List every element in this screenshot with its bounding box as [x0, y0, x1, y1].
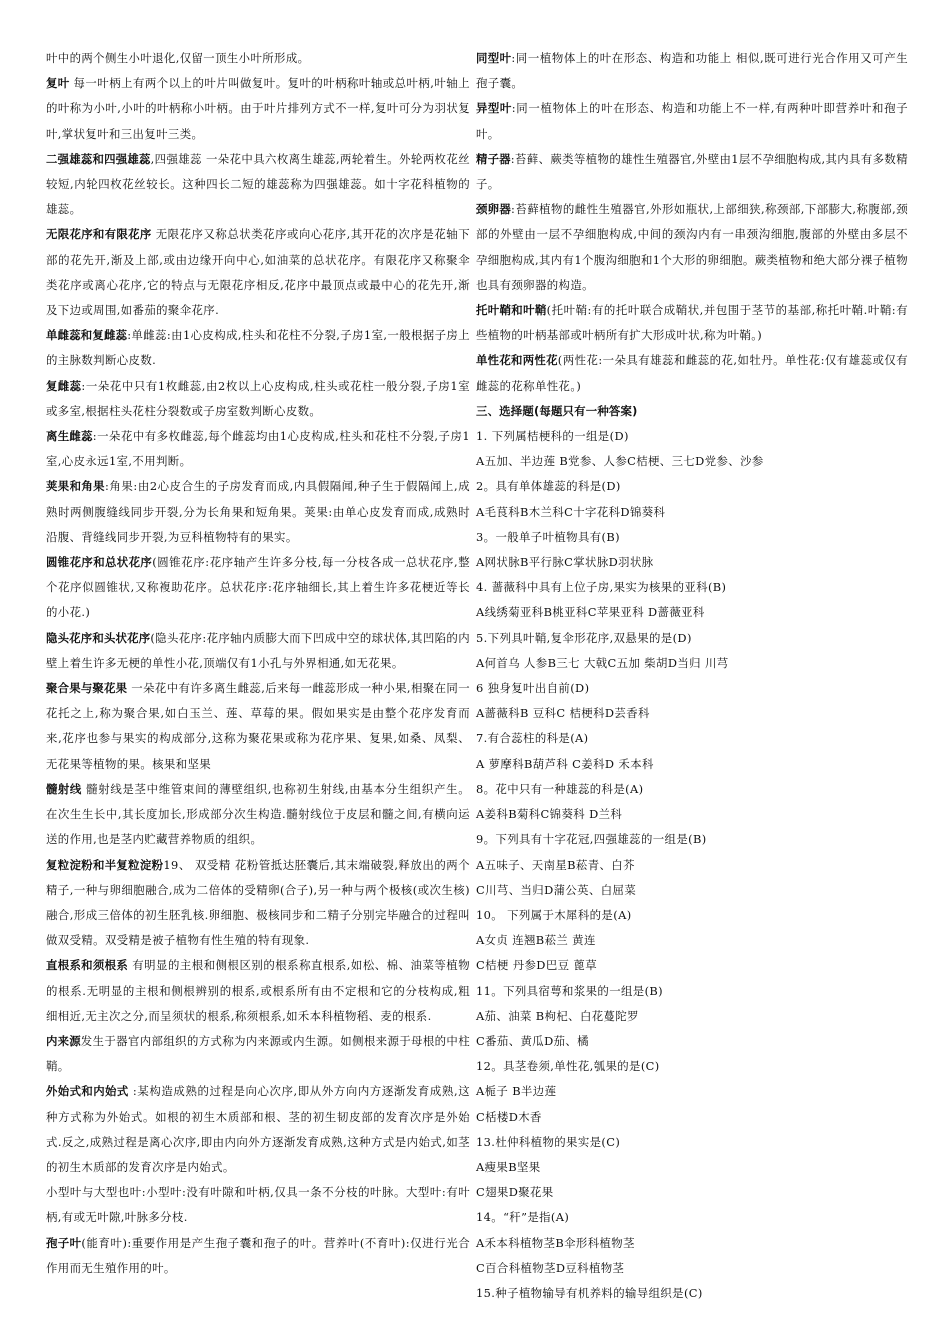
- paragraph-text: 有明显的主根和侧根区别的根系称直根系,如松、棉、油菜等植物的根系.无明显的主根和侧根辨别的根系,或根系所有由不定根和它的分枝构成,粗细相近,无主次之分,而呈须状的根系,称须根系,如禾本科植物稻、麦的根系.: [46, 958, 470, 1023]
- paragraph-text: (两性花:一朵具有雄蕊和雌蕊的花,如牡丹。单性花:仅有雄蕊或仅有雌蕊的花称单性花。): [476, 353, 908, 393]
- paragraph: [46, 374, 470, 424]
- paragraph: [476, 197, 908, 298]
- question: [476, 1054, 908, 1079]
- paragraph-text: 小型叶与大型也叶:小型叶:没有叶隙和叶柄,仅具一条不分枝的叶脉。大型叶:有叶柄,有或无叶隙,叶脉多分枝.: [46, 1185, 470, 1225]
- paragraph-text: :某构造成熟的过程是向心次序,即从外方向内方逐渐发育成熟,这种方式称为外始式。如根的初生木质部和根、茎的初生韧皮部的发育次序是外始式.反之,成熟过程是离心次序,即由内向外方逐渐发育成熟,这种方式是内始式,如茎的初生木质部的发育次序是内始式。: [46, 1084, 470, 1174]
- paragraph: [46, 46, 470, 71]
- paragraph-text: 叶中的两个侧生小叶退化,仅留一顶生小叶所形成。: [46, 51, 310, 65]
- question-text: 4. 蔷薇科中具有上位子房,果实为核果的亚科(B): [476, 580, 727, 595]
- answer-options: [476, 928, 908, 953]
- question-text: 10。 下列属于木犀科的是(A): [476, 907, 632, 922]
- term-heading: 聚合果与聚花果: [46, 681, 128, 696]
- paragraph: [46, 953, 470, 1029]
- question: [476, 1205, 908, 1230]
- options-text: C桔梗 丹参D巴豆 蓖草: [476, 958, 598, 973]
- options-text: A女贞 连翘B菘兰 黄连: [476, 933, 596, 948]
- paragraph: [46, 1231, 470, 1281]
- paragraph: [46, 147, 470, 223]
- options-text: C翅果D聚花果: [476, 1185, 554, 1200]
- term-heading: 直根系和须根系: [46, 958, 129, 973]
- paragraph-text: (托叶鞘:有的托叶联合成鞘状,并包围于茎节的基部,称托叶鞘.叶鞘:有些植物的叶柄基部或叶柄所有扩大形成叶状,称为叶鞘。): [476, 303, 908, 343]
- term-heading: 离生雌蕊: [46, 429, 93, 444]
- answer-options: [476, 1079, 908, 1104]
- paragraph: [46, 474, 470, 550]
- answer-options: [476, 1029, 908, 1054]
- paragraph-text: :单雌蕊:由1心皮构成,柱头和花柱不分裂,子房1室,一般根据子房上的主脉数判断心皮数.: [46, 328, 471, 368]
- answer-options: [476, 651, 908, 676]
- question: [476, 827, 908, 852]
- paragraph: [476, 147, 908, 197]
- paragraph: [46, 550, 470, 626]
- paragraph-text: 每一叶柄上有两个以上的叶片叫做复叶。复叶的叶柄称叶轴或总叶柄,叶轴上的叶称为小叶,小叶的叶柄称小叶柄。由于叶片排列方式不一样,复叶可分为羽状复叶,掌状复叶和三出复叶三类。: [46, 76, 470, 141]
- paragraph: [46, 1180, 470, 1230]
- term-heading: 复雌蕊: [46, 378, 82, 393]
- paragraph: [46, 323, 470, 373]
- paragraph-text: :苔藓植物的雌性生殖器官,外形如瓶状,上部细狭,称颈部,下部膨大,称腹部,颈部的外壁由一层不孕细胞构成,中间的颈沟内有一串颈沟细胞,腹部的外壁由多层不孕细胞构成,其内有1个腹沟细胞和1个大形的卵细胞。蕨类植物和绝大部分裸子植物也具有颈卵器的构造。: [476, 202, 908, 292]
- term-heading: 同型叶: [476, 51, 512, 65]
- right-column: [476, 46, 908, 1306]
- paragraph-text: :一朵花中有多枚雌蕊,每个雌蕊均由1心皮构成,柱头和花柱不分裂,子房1室,心皮永远1室,不用判断。: [46, 429, 470, 469]
- answer-options: [476, 752, 908, 777]
- question-text: 11。下列具宿萼和浆果的一组是(B): [476, 983, 664, 998]
- answer-options: [476, 1231, 908, 1256]
- question: [476, 726, 908, 751]
- paragraph-text: :一朵花中只有1枚雌蕊,由2枚以上心皮构成,柱头或花柱一般分裂,子房1室或多室,根据柱头花柱分裂数或子房室数判断心皮数。: [46, 378, 471, 418]
- question: [476, 1130, 908, 1155]
- answer-options: [476, 1004, 908, 1029]
- paragraph-text: 一朵花中有许多离生雌蕊,后来每一雌蕊形成一种小果,相聚在同一花托之上,称为聚合果,如白玉兰、莲、草莓的果。假如果实是由整个花序发育而来,花序也参与果实的构成部分,这称为聚花果或称为花序果、复果,如桑、凤梨、无花果等植物的果。核果和坚果: [46, 681, 470, 771]
- section-heading: [476, 399, 908, 424]
- paragraph-text: 无限花序又称总状类花序或向心花序,其开花的次序是花轴下部的花先开,渐及上部,或由边缘开向中心,如油菜的总状花序。有限花序又称聚伞类花序或离心花序,它的特点与无限花序相反,花序中最顶点或最中心的花先开,渐及下边或周围,如番茄的聚伞花序.: [46, 227, 470, 318]
- term-heading: 精子器: [476, 151, 511, 166]
- question-text: 7.有合蕊柱的科是(A): [476, 731, 589, 746]
- answer-options: [476, 500, 908, 525]
- paragraph: [46, 626, 470, 676]
- question-text: 13.杜仲科植物的果实是(C): [476, 1134, 621, 1149]
- term-heading: 外始式和内始式: [46, 1084, 129, 1099]
- options-text: A五加、半边莲 B党参、人参C桔梗、三七D党参、沙参: [476, 454, 764, 469]
- term-heading: 复粒淀粉和半复粒淀粉: [46, 857, 164, 872]
- answer-options: [476, 878, 908, 903]
- term-heading: 二强雄蕊和四强雄蕊: [46, 151, 151, 166]
- term-heading: 颈卵器: [476, 202, 512, 217]
- paragraph: [46, 222, 470, 323]
- paragraph-text: (隐头花序:花序轴内质膨大而下凹成中空的球状体,其凹陷的内壁上着生许多无梗的单性小花,顶端仅有1小孔与外界相通,如无花果。: [46, 630, 470, 670]
- question: [476, 575, 908, 600]
- paragraph-text: (圆锥花序:花序轴产生许多分枝,每一分枝各成一总状花序,整个花序似圆锥状,又称複助花序。总状花序:花序轴细长,其上着生许多花梗近等长的小花.): [46, 555, 470, 620]
- paragraph-text: :同一植物体上的叶在形态、构造和功能上不一样,有两种叶即营养叶和孢子叶。: [476, 101, 908, 141]
- question: [476, 1281, 908, 1306]
- options-text: A蔷薇科B 豆科C 桔梗科D芸香科: [476, 706, 650, 721]
- term-heading: 无限花序和有限花序: [46, 227, 152, 242]
- answer-options: [476, 1180, 908, 1205]
- question-text: 5.下列具叶鞘,复伞形花序,双悬果的是(D): [476, 630, 692, 645]
- paragraph: [46, 1029, 470, 1079]
- term-heading: 髓射线: [46, 781, 82, 796]
- term-heading: 圆锥花序和总状花序: [46, 555, 153, 570]
- options-text: C番茄、黄瓜D茄、橘: [476, 1033, 589, 1048]
- question: [476, 626, 908, 651]
- term-heading: 托叶鞘和叶鞘: [476, 303, 547, 318]
- term-heading: 荚果和角果: [46, 479, 105, 494]
- question: [476, 424, 908, 449]
- options-text: A何首乌 人参B三七 大戟C五加 柴胡D当归 川芎: [476, 655, 729, 670]
- paragraph-text: 发生于器官内部组织的方式称为内来源或内生源。如侧根来源于母根的中柱鞘。: [46, 1033, 471, 1074]
- paragraph: [46, 424, 470, 474]
- paragraph: [46, 777, 470, 853]
- question: [476, 676, 908, 701]
- options-text: A栀子 B半边莲: [476, 1084, 557, 1099]
- section-heading-text: 三、选择题(每题只有一种答案): [476, 403, 638, 418]
- question-text: 9。下列具有十字花冠,四强雄蕊的一组是(B): [476, 832, 707, 847]
- left-column: [46, 46, 470, 1281]
- question-text: 3。一般单子叶植物具有(B): [476, 529, 621, 544]
- options-text: A茄、油菜 B枸杞、白花蔓陀罗: [476, 1008, 639, 1023]
- paragraph: [46, 1079, 470, 1180]
- paragraph-text: :苔藓、蕨类等植物的雄性生殖器官,外壁由1层不孕细胞构成,其内具有多数精子。: [476, 151, 909, 192]
- options-text: A毛茛科B木兰科C十字花科D锦葵科: [476, 504, 666, 519]
- question-text: 14。“秆”是指(A): [476, 1210, 570, 1225]
- term-heading: 单雌蕊和复雌蕊: [46, 328, 128, 343]
- options-text: A瘦果B坚果: [476, 1159, 541, 1174]
- paragraph: [476, 348, 908, 398]
- options-text: A网状脉B平行脉C掌状脉D羽状脉: [476, 555, 654, 570]
- answer-options: [476, 550, 908, 575]
- options-text: A线绣菊亚科B桃亚科C苹果亚科 D蔷薇亚科: [476, 605, 705, 620]
- question: [476, 903, 908, 928]
- term-heading: 内来源: [46, 1033, 81, 1048]
- question-text: 2。具有单体雄蕊的科是(D): [476, 479, 621, 494]
- term-heading: 复叶: [46, 76, 70, 91]
- options-text: A五味子、天南星B菘青、白芥: [476, 857, 635, 872]
- paragraph: [476, 298, 908, 348]
- question: [476, 777, 908, 802]
- question-text: 12。具茎卷须,单性花,瓠果的是(C): [476, 1059, 660, 1074]
- options-text: A姜科B菊科C锦葵科 D兰科: [476, 807, 623, 822]
- answer-options: [476, 1105, 908, 1130]
- answer-options: [476, 701, 908, 726]
- options-text: A禾本科植物茎B伞形科植物茎: [476, 1235, 635, 1250]
- question: [476, 474, 908, 499]
- paragraph-text: :角果:由2心皮合生的子房发育而成,内具假隔闻,种子生于假隔闻上,成熟时两侧腹缝线同步开裂,分为长角果和短角果。荚果:由单心皮发育而成,成熟时沿腹、背缝线同步开裂,为豆科植物特有的果实。: [46, 479, 470, 544]
- options-text: C栝楼D木香: [476, 1109, 542, 1124]
- paragraph-text: 髓射线是茎中维管束间的薄壁组织,也称初生射线,由基本分生组织产生。在次生生长中,其长度加长,形成部分次生构造.髓射线位于皮层和髓之间,有横向运送的作用,也是茎内贮藏营养物质的组织。: [46, 781, 470, 847]
- answer-options: [476, 953, 908, 978]
- paragraph: [46, 676, 470, 777]
- answer-options: [476, 1155, 908, 1180]
- paragraph: [46, 71, 470, 147]
- paragraph-text: 19、 双受精 花粉管抵达胚囊后,其末端破裂,释放出的两个精子,一种与卵细胞融合,成为二倍体的受精卵(合子),另一种与两个极核(或次生核)融合,形成三倍体的初生胚乳核.卵细胞、极核同步和二精子分别完毕融合的过程叫做双受精。双受精是被子植物有性生殖的特有现象.: [46, 857, 470, 948]
- question-text: 15.种子植物输导有机养料的输导组织是(C): [476, 1285, 703, 1300]
- question: [476, 525, 908, 550]
- answer-options: [476, 449, 908, 474]
- options-text: C百合科植物茎D豆科植物茎: [476, 1260, 625, 1275]
- paragraph: [46, 853, 470, 954]
- options-text: A 萝摩科B葫芦科 C姜科D 禾本科: [476, 756, 654, 771]
- paragraph: [476, 46, 908, 96]
- paragraph-text: :同一植物体上的叶在形态、构造和功能上 相似,既可进行光合作用又可产生孢子囊。: [476, 51, 908, 91]
- question-text: 6 独身复叶出自前(D): [476, 681, 590, 696]
- answer-options: [476, 1256, 908, 1281]
- term-heading: 孢子叶: [46, 1235, 82, 1250]
- paragraph: [476, 96, 908, 146]
- term-heading: 隐头花序和头状花序: [46, 630, 151, 645]
- answer-options: [476, 802, 908, 827]
- answer-options: [476, 600, 908, 625]
- paragraph-text: (能育叶):重要作用是产生孢子囊和孢子的叶。营养叶(不育叶):仅进行光合作用而无生殖作用的叶。: [46, 1235, 470, 1275]
- question-text: 1. 下列属桔梗科的一组是(D): [476, 429, 629, 444]
- term-heading: 单性花和两性花: [476, 353, 558, 368]
- options-text: C川芎、当归D蒲公英、白屈菜: [476, 882, 637, 897]
- paragraph-text: ,四强雄蕊 一朵花中具六枚离生雄蕊,两轮着生。外轮两枚花丝较短,内轮四枚花丝较长。这种四长二短的雄蕊称为四强雄蕊。如十字花科植物的雄蕊。: [46, 151, 470, 217]
- question: [476, 979, 908, 1004]
- question-text: 8。花中只有一种雄蕊的科是(A): [476, 781, 644, 796]
- answer-options: [476, 853, 908, 878]
- term-heading: 异型叶: [476, 101, 512, 116]
